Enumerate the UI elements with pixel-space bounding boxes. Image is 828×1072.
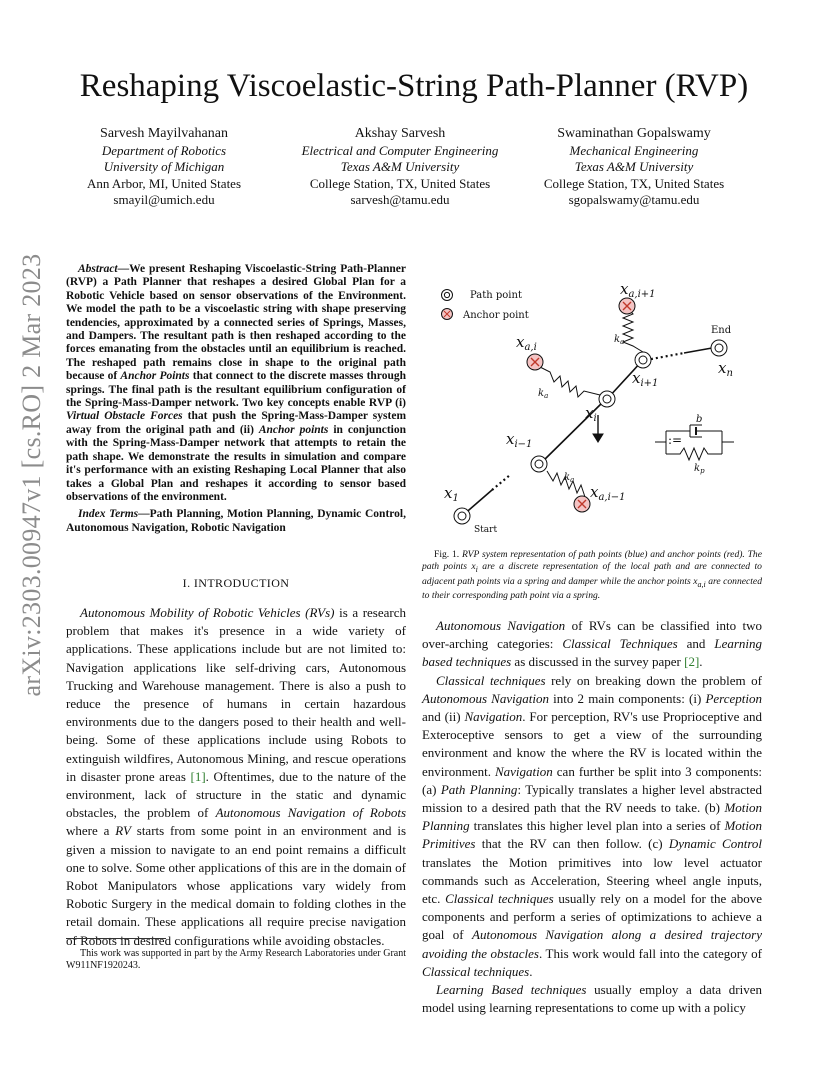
label-kp: $k_p$ [694,463,705,475]
anchor-point-node [574,496,590,512]
path-point-node [531,456,547,472]
arxiv-id: arXiv:2303.00947v1 [cs.RO] 2 Mar 2023 [17,253,46,697]
path-link [684,348,712,353]
intro-emph: RV [115,823,131,839]
citation-link[interactable]: [2] [684,654,700,670]
body-text: . This work would fall into the category of [538,945,762,961]
intro-text: where a [66,823,110,839]
label-x-a-i-plus-1: $x_{a,i+1}$ [620,280,656,300]
right-column-body [422,617,762,1017]
body-emph: Learning based techniques [422,636,763,670]
arxiv-stamp [8,253,56,697]
abstract-text: that connect to the discrete masses through springs. The final path is the resultant equilibrium configuration of the Spring-Mass-Damper network. Two key concepts enable RVP (i) [66,370,406,410]
body-text: and (ii) [422,709,461,725]
label-ka: $k_a$ [614,334,625,346]
start-label: Start [474,525,498,535]
path-point-node [599,391,615,407]
footnote-text: This work was supported in part by the Army Research Laboratories under Grant W911NF1920243. [66,948,406,972]
section-heading: I. INTRODUCTION [182,576,290,590]
author-location: College Station, TX, United States [543,175,725,191]
body-text: can further be split into 3 components: (a) [422,763,763,797]
author-name: Akshay Sarvesh [354,126,446,141]
author-dept: Mechanical Engineering [569,142,699,158]
body-text: . [529,963,533,979]
label-x-a-i: $x_{a,i}$ [516,333,537,353]
abstract-text: in conjunction with the Spring-Mass-Damper network that attempts to retain the path shape. We demonstrate the results in simulation and compare it's performance with an existing Reshaping Local Planner that also takes a Global Plan and reshapes it according to sensor based observations of the environment. [66,423,406,503]
index-terms: Path Planning, Motion Planning, Dynamic Control, Autonomous Navigation, Robotic Navigation [66,508,406,534]
caption-text: RVP system representation of path points (blue) and anchor points (red). The path points [422,549,762,572]
author-email: sarvesh@tamu.edu [350,192,450,208]
label-x-a-i-minus-1: $x_{a,i-1}$ [590,483,626,503]
body-text: that the RV can then follow. (c) [481,836,663,852]
body-text: as discussed in the survey paper [514,654,681,670]
intro-text: starts from some point in an environment and is given a mission to navigate to an end point remains a difficult one to solve. Some other applications of this are in the domain of Robot Manipulators whose applications vary widely from Robotic Surgery in the medical domain to folding clothes in the retail domain. These applications all require precise navigation of Robots in desired configurations while avoiding obstacles. [66,823,407,948]
intro-body [66,604,406,950]
body-text: . [699,654,703,670]
label-b: b [696,414,703,425]
label-x-i-plus-1: $x_{i+1}$ [632,369,659,389]
author-block-3 [514,126,754,209]
intro-emph: Autonomous Navigation of Robots [215,805,407,821]
body-emph: Path Planning [440,781,518,797]
author-block-2 [280,126,520,209]
caption-math: $x_{a,i}$ [693,575,706,589]
body-emph: Learning Based techniques [436,982,587,998]
body-emph: Motion Primitives [422,818,763,852]
paper-title: Reshaping Viscoelastic-String Path-Planner (RVP) [79,68,749,104]
abstract-text: We present Reshaping Viscoelastic-String Path-Planner (RVP) a Path Planner that reshapes a desired Global Plan for a Robotic Vehicle based on sensor observations of the Environment. We model the path to be a viscoelastic string with shape preserving tendencies, approximated by a connected series of Springs, Masses, and Dampers. The resultant path is then reshaped according to the forces emanating from the obstacles until an equilibrium is reached. The reshaped path remains close in shape to the original path because of [66,263,406,383]
label-x-i: $x_i$ [585,404,597,424]
body-text: translates the Motion primitives into low level actuator commands such as Acceleration, Steering wheel angle inputs, etc. [422,854,762,907]
body-text: and [686,636,706,652]
path-link [540,400,605,464]
author-email: sgopalswamy@tamu.edu [568,192,700,208]
anchor-spring [623,308,643,352]
body-text: into 2 main components: (i) [553,690,702,706]
anchor-point-node [619,298,635,314]
body-emph: Perception [705,690,763,706]
author-email: smayil@umich.edu [113,192,215,208]
path-point-node [635,352,651,368]
author-location: Ann Arbor, MI, United States [86,175,242,191]
element-spring [666,448,722,460]
body-emph: Classical techniques [436,672,546,688]
intro-text: is a research problem that makes it's presence in a wide variety of applications. These applications include but are not limited to: Navigation applications like self-driving cars, Autonomous Trucking and Warehouse management. There is also a push to reduce the presence of humans in certain hazardous environments due to the dangers posed to their health and well-being. Some of these applications include using Robots to extinguish wildfires, Autonomous Mining, and rescue operations in disaster prone areas [66,605,406,784]
abstract-text: that push the Spring-Mass-Damper system away from the original path and (ii) [66,410,407,436]
body-text: . For perception, RV's use Proprioceptive and Exteroceptive sensors to get a view of the surrounding environment and know the where the RV is located within the environment. [422,709,763,779]
path-link-dotted [492,475,510,490]
author-univ: Texas A&M University [340,159,460,175]
body-text: usually employ a data driven model using learning representations to come up with a policy [422,982,762,1016]
body-text: translates this higher level plan into a series of [473,818,721,834]
label-ka: $k_a$ [538,388,549,400]
abstract-label: Abstract [78,263,118,275]
author-dept: Department of Robotics [101,142,227,158]
body-text: usually rely on a model for the above components and perform a series of optimizations to achieve a goal of [422,891,763,943]
caption-text: are a discrete representation of the local path and are connected to adjacent path points via a spring and damper while the anchor points [422,560,762,587]
figure-caption [422,549,762,602]
caption-math: $x_i$ [471,560,478,574]
path-point-node [454,508,470,524]
author-univ: Texas A&M University [574,159,694,175]
abstract-emph: Anchor points [258,423,329,436]
author-dept: Electrical and Computer Engineering [301,142,499,158]
author-block-1 [44,126,284,209]
legend-anchor-label: Anchor point [463,310,529,321]
body-emph: Classical techniques [422,963,530,979]
footnote-rule [66,938,166,939]
intro-text: . Oftentimes, due to the nature of the environment, lack of structure in the static and dynamic obstacles, the problem of [66,768,406,821]
body-emph: Autonomous Navigation [436,618,566,633]
footnote [66,948,406,973]
equiv-symbol: := [668,433,683,447]
body-text: of RVs can be classified into two over-arching categories: [422,618,763,652]
anchor-spring [540,367,600,397]
body-emph: Navigation [464,709,523,725]
abstract-emph: Anchor Points [120,370,190,383]
author-name: Swaminathan Gopalswamy [557,126,711,141]
path-link-dotted [646,353,684,360]
legend-path-point-icon [442,290,453,301]
body-text: rely on breaking down the problem of [551,672,762,688]
author-name: Sarvesh Mayilvahanan [100,126,228,141]
body-text: : Typically translates a higher level abstracted mission to a desired path that the RV needs to take. (b) [422,781,763,816]
abstract: Abstract—We present Reshaping Viscoelastic-String Path-Planner (RVP) a Path Planner that reshapes a desired Global Plan for a Robotic Vehicle based on sensor observations of the Environment. We model the path to be a viscoelastic string with shape preserving tendencies, approximated by a connected series of Springs, Masses, and Dampers. The resultant path is then reshaped according to the forces emanating from the obstacles until an equilibrium is reached. The reshaped path remains close in shape to the original path because of Anchor Points that connect to the discrete masses through springs. The final path is the resultant equilibrium configuration of the Spring-Mass-Damper network. Two key concepts enable RVP (i) Virtual Obstacle Forces that push the Spring-Mass-Damper system away from the original path and (ii) Anchor points in conjunction with the Spring-Mass-Damper network that attempts to retain the path shape. We demonstrate the results in simulation and compare it's performance with an existing Reshaping Local Planner that also takes a Global Plan and reshapes it according to sensor based observations of the environment. Index Terms—Path Planning, Motion Planning, Dynamic Control, Autonomous Navigation, Robotic Navigation [66,263,407,534]
anchor-point-node [527,354,543,370]
label-x-i-minus-1: $x_{i-1}$ [506,430,533,450]
legend-path-label: Path point [470,290,522,301]
author-location: College Station, TX, United States [309,175,491,191]
label-x-1: $x_1$ [444,484,459,504]
intro-emph: Autonomous Mobility of Robotic Vehicles (RVs) [80,605,335,620]
body-emph: Classical Techniques [562,636,678,652]
body-emph: Motion Planning [422,800,763,834]
body-emph: Autonomous Navigation [422,690,549,706]
body-emph: Dynamic Control [668,836,763,852]
body-emph: Classical techniques [445,891,554,907]
end-label: End [711,325,732,336]
label-x-n: $x_n$ [718,359,733,379]
path-point-node [711,340,727,356]
body-emph: Autonomous Navigation along a desired trajectory avoiding the obstacles [422,927,762,961]
citation-link[interactable]: [1] [190,768,206,784]
abstract-emph: Virtual Obstacle Forces [66,410,183,423]
index-terms-label: Index Terms [78,508,139,521]
caption-label: Fig. 1. [434,549,460,560]
author-univ: University of Michigan [103,159,225,175]
body-emph: Navigation [494,763,553,779]
label-ka: $k_a$ [564,472,575,484]
arrow-head [593,434,603,442]
figure-1-diagram [422,268,772,540]
caption-text: are connected to their corresponding path point via a spring. [422,575,762,602]
